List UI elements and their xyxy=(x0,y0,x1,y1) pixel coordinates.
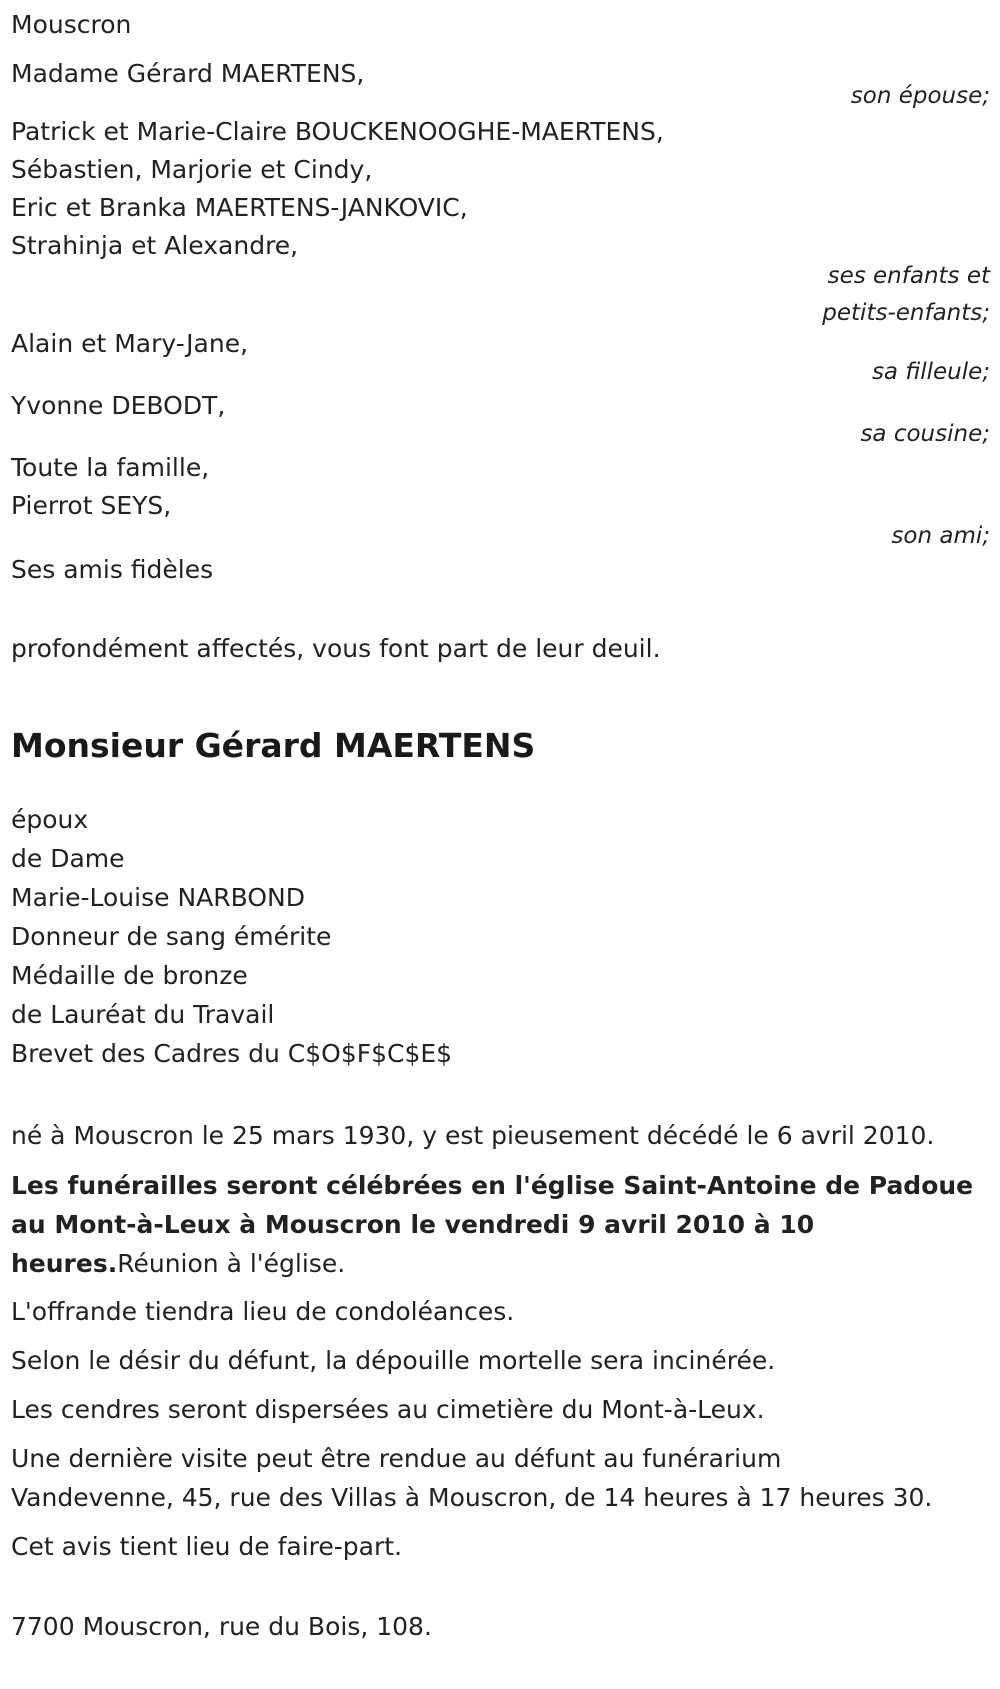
detail-line-7: Brevet des Cadres du C$O$F$C$E$ xyxy=(11,1039,453,1068)
funeral-line-3 xyxy=(11,1249,345,1279)
announcement: profondément affectés, vous font part de leur deuil. xyxy=(11,634,661,663)
friends-line: Ses amis fidèles xyxy=(11,555,214,584)
location-heading: Mouscron xyxy=(11,10,132,39)
goddaughter-role: sa filleule; xyxy=(871,359,990,385)
funeral-line-2: au Mont-à-Leux à Mouscron le vendredi 9 avril 2010 à 10 xyxy=(11,1210,815,1239)
friend-role: son ami; xyxy=(891,523,990,549)
notice-line: Cet avis tient lieu de faire-part. xyxy=(11,1532,403,1561)
detail-line-2: de Dame xyxy=(11,844,125,873)
children-role-line-1: ses enfants et xyxy=(827,263,990,289)
detail-line-6: de Lauréat du Travail xyxy=(11,1000,275,1029)
cousin-name: Yvonne DEBODT, xyxy=(11,391,226,420)
detail-line-5: Médaille de bronze xyxy=(11,961,248,990)
friend-name: Pierrot SEYS, xyxy=(11,491,172,520)
deceased-name: Monsieur Gérard MAERTENS xyxy=(11,726,536,765)
wife-name: Madame Gérard MAERTENS, xyxy=(11,59,365,88)
detail-line-3: Marie-Louise NARBOND xyxy=(11,883,305,912)
visit-line-2: Vandevenne, 45, rue des Villas à Mouscron, de 14 heures à 17 heures 30. xyxy=(11,1483,933,1512)
children-line-4: Strahinja et Alexandre, xyxy=(11,231,299,260)
wife-role: son épouse; xyxy=(850,83,990,109)
funeral-meeting: Réunion à l'église. xyxy=(117,1249,346,1278)
birth-death: né à Mouscron le 25 mars 1930, y est pieusement décédé le 6 avril 2010. xyxy=(11,1121,935,1150)
cremation-note: Selon le désir du défunt, la dépouille mortelle sera incinérée. xyxy=(11,1346,776,1375)
visit-line-1: Une dernière visite peut être rendue au défunt au funérarium xyxy=(11,1444,782,1473)
children-line-2: Sébastien, Marjorie et Cindy, xyxy=(11,155,373,184)
goddaughter-name: Alain et Mary-Jane, xyxy=(11,329,249,358)
offering-note: L'offrande tiendra lieu de condoléances. xyxy=(11,1297,515,1326)
family-all: Toute la famille, xyxy=(11,453,210,482)
detail-line-4: Donneur de sang émérite xyxy=(11,922,332,951)
children-role-line-2: petits-enfants; xyxy=(822,300,990,326)
address: 7700 Mouscron, rue du Bois, 108. xyxy=(11,1612,432,1641)
ashes-note: Les cendres seront dispersées au cimetière du Mont-à-Leux. xyxy=(11,1395,765,1424)
detail-line-1: époux xyxy=(11,805,89,834)
funeral-hour: heures. xyxy=(11,1249,118,1278)
children-line-3: Eric et Branka MAERTENS-JANKOVIC, xyxy=(11,193,468,222)
funeral-line-1: Les funérailles seront célébrées en l'église Saint-Antoine de Padoue xyxy=(11,1171,974,1200)
children-line-1: Patrick et Marie-Claire BOUCKENOOGHE-MAERTENS, xyxy=(11,117,664,146)
cousin-role: sa cousine; xyxy=(860,421,990,447)
